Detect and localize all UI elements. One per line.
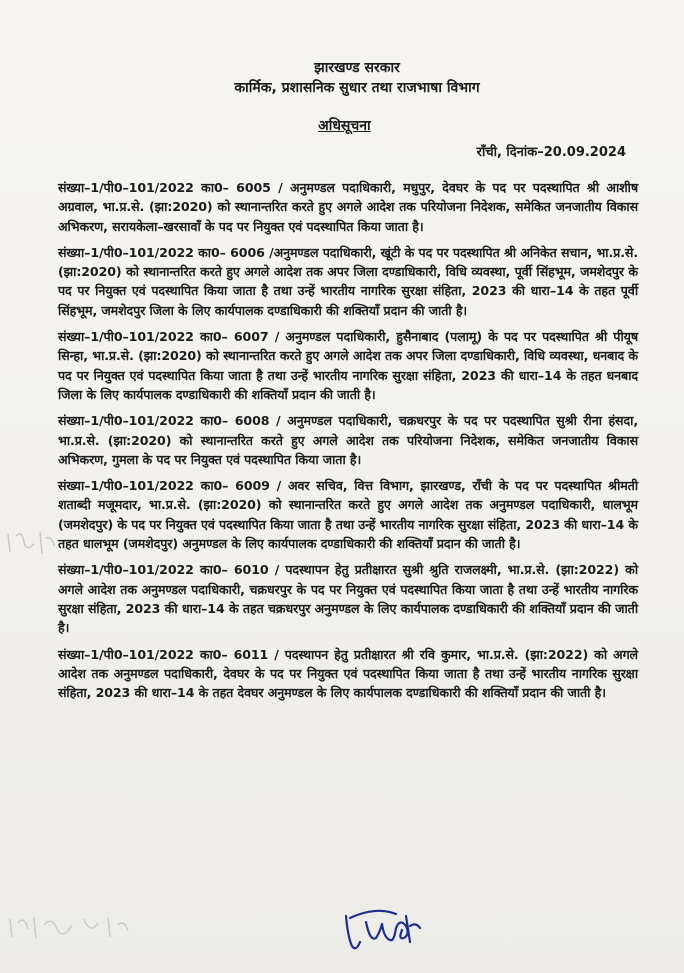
paragraph-text: / पदस्थापन हेतु प्रतीक्षारत श्री रवि कुमार, भा.प्र.से. (झा:2022) को अगले आदेश तक अनुमण्डल पदाधिकारी, देवघर के पद पर नियुक्त एवं पदस्थापित किया जाता है तथा उन्हें भारतीय नागरिक सुरक्षा संहिता, 2023 की धारा–14 के तहत देवघर अनुमण्डल के लिए कार्यपालक दण्डाधिकारी की शक्तियाँ प्रदान की जाती है।: [58, 646, 638, 701]
paragraph-text: /अनुमण्डल पदाधिकारी, खूंटी के पद पर पदस्थापित श्री अनिकेत सचान, भा.प्र.से. (झा:2020) को स्थानान्तरित करते हुए अगले आदेश तक अपर जिला दण्डाधिकारी, विधि व्यवस्था, पूर्वी सिंहभूम, जमशेदपुर के पद पर नियुक्त एवं पदस्थापित किया जाता है तथा उन्हें भारतीय नागरिक सुरक्षा संहिता, 2023 की धारा–14 के तहत पूर्वी सिंहभूम, जमशेदपुर जिला के लिए कार्यपालक दण्डाधिकारी की शक्तियाँ प्रदान की जाती है।: [58, 244, 639, 318]
signature: [336, 898, 426, 958]
notification-paragraph: [58, 243, 638, 320]
notification-paragraph: [58, 560, 638, 637]
government-name: झारखण्ड सरकार: [314, 60, 400, 76]
reference-number: संख्या–1/पी0–101/2022 का0– 6005: [58, 180, 271, 195]
reference-number: संख्या–1/पी0–101/2022 का0– 6010: [58, 562, 269, 578]
paragraph-text: / अनुमण्डल पदाधिकारी, मधुपुर, देवघर के पद पर पदस्थापित श्री आशीष अग्रवाल, भा.प्र.से. (झा:2020) को स्थानान्तरित करते हुए अगले आदेश तक परियोजना निदेशक, समेकित जनजातीय विकास अभिकरण, सरायकेला–खरसावाँ के पद पर नियुक्त एवं पदस्थापित किया जाता है।: [58, 180, 638, 234]
department-name: कार्मिक, प्रशासनिक सुधार तथा राजभाषा विभाग: [234, 80, 480, 96]
paragraph-text: / अवर सचिव, वित्त विभाग, झारखण्ड, राँची के पद पर पदस्थापित श्रीमती शताब्दी मजूमदार, भा.प्र.से. (झा:2020) को स्थानान्तरित करते हुए अगले आदेश तक अनुमण्डल पदाधिकारी, धालभूम (जमशेदपुर) के पद पर नियुक्त एवं पदस्थापित किया जाता है तथा उन्हें भारतीय नागरिक सुरक्षा संहिता, 2023 की धारा–14 के तहत धालभूम (जमशेदपुर) अनुमण्डल के लिए कार्यपालक दण्डाधिकारी की शक्तियाँ प्रदान की जाती है।: [58, 478, 639, 552]
notification-body: [58, 178, 638, 709]
reference-number: संख्या–1/पी0–101/2022 का0– 6006: [58, 244, 265, 260]
date-line: [477, 142, 626, 160]
letterhead: [0, 58, 684, 98]
date-value: 20.09.2024: [543, 145, 626, 160]
reference-number: संख्या–1/पी0–101/2022 का0– 6007: [58, 329, 269, 345]
notification-paragraph: [58, 178, 638, 236]
notification-paragraph: [58, 476, 638, 553]
notification-paragraph: [58, 411, 638, 469]
paragraph-text: / अनुमण्डल पदाधिकारी, चक्रधरपुर के पद पर पदस्थापित सुश्री रीना हंसदा, भा.प्र.से. (झा:2020) को स्थानान्तरित करते हुए अगले आदेश तक परियोजना निदेशक, समेकित जनजातीय विकास अभिकरण, गुमला के पद पर नियुक्त एवं पदस्थापित किया जाता है।: [58, 413, 639, 467]
notice-title: अधिसूचना: [318, 118, 371, 134]
reference-number: संख्या–1/पी0–101/2022 का0– 6009: [58, 478, 270, 494]
reference-number: संख्या–1/पी0–101/2022 का0– 6011: [58, 646, 269, 662]
margin-bleed-through-mark: [4, 905, 134, 945]
margin-bleed-through-mark: [0, 522, 60, 562]
paragraph-text: / पदस्थापन हेतु प्रतीक्षारत सुश्री श्रुति राजलक्ष्मी, भा.प्र.से. (झा:2022) को अगले आदेश तक अनुमण्डल पदाधिकारी, चक्रधरपुर के पद पर नियुक्त एवं पदस्थापित किया जाता है तथा उन्हें भारतीय नागरिक सुरक्षा संहिता, 2023 की धारा–14 के तहत चक्रधरपुर अनुमण्डल के लिए कार्यपालक दण्डाधिकारी की शक्तियाँ प्रदान की जाती है।: [58, 562, 638, 636]
date-prefix: राँची, दिनांक–: [476, 145, 544, 160]
notification-paragraph: [58, 645, 638, 703]
reference-number: संख्या–1/पी0–101/2022 का0– 6008: [58, 413, 270, 429]
paragraph-text: / अनुमण्डल पदाधिकारी, हुसैनाबाद (पलामू) के पद पर पदस्थापित श्री पीयूष सिन्हा, भा.प्र.से. (झा:2020) को स्थानान्तरित करते हुए अगले आदेश तक अपर जिला दण्डाधिकारी, विधि व्यवस्था, धनबाद के पद पर नियुक्त एवं पदस्थापित किया जाता है तथा उन्हें भारतीय नागरिक सुरक्षा संहिता, 2023 की धारा–14 के तहत धनबाद जिला के लिए कार्यपालक दण्डाधिकारी की शक्तियाँ प्रदान की जाती है।: [58, 329, 639, 402]
notification-paragraph: [58, 327, 638, 404]
